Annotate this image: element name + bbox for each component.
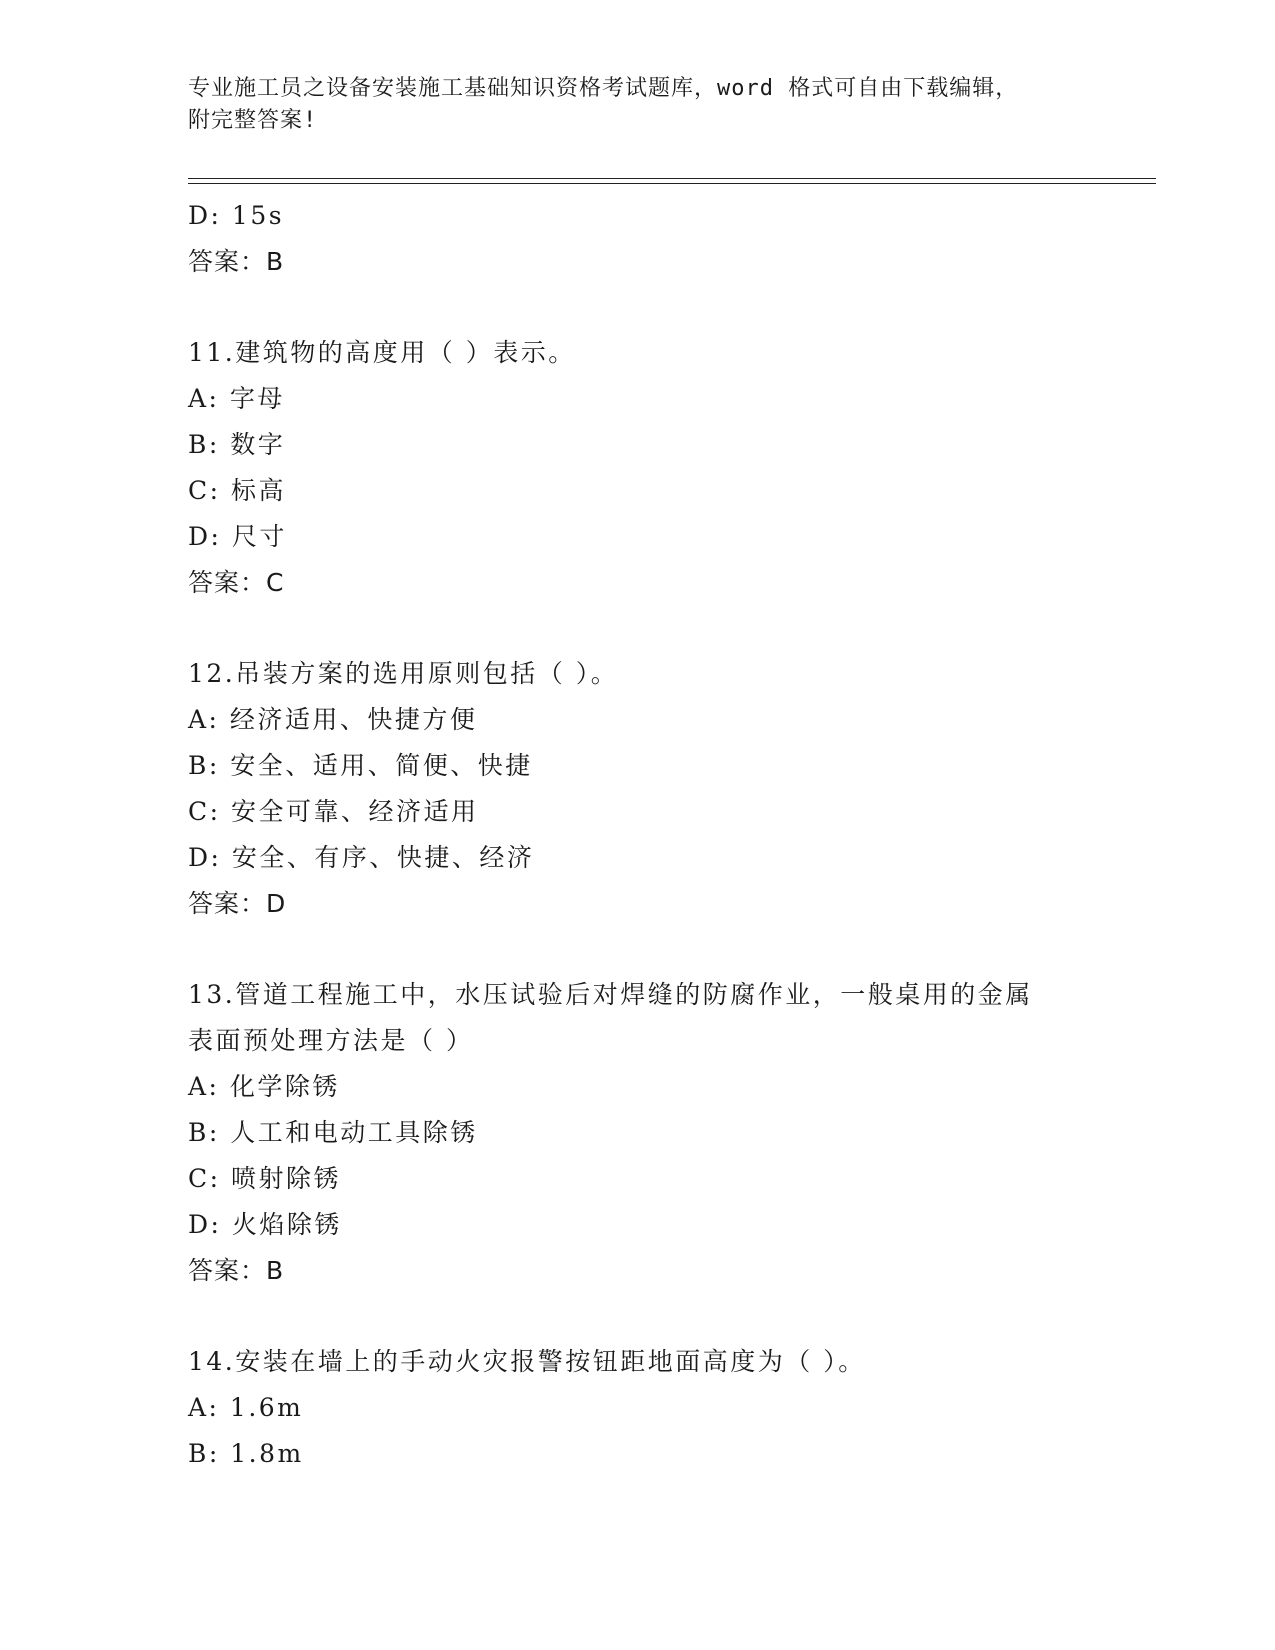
option-b: B: 人工和电动工具除锈 [188,1118,478,1147]
answer: 答案：B [188,1256,285,1285]
header-line-2: 附完整答案! [188,108,318,133]
option-a: A: 化学除锈 [188,1072,340,1101]
option-c: C: 安全可靠、经济适用 [188,797,479,826]
option-b: B: 安全、适用、简便、快捷 [188,751,533,780]
answer: 答案：D [188,889,287,918]
option-c: C: 喷射除锈 [188,1164,341,1193]
option-a: A: 1.6m [188,1393,304,1422]
option-b: B: 1.8m [188,1439,304,1468]
option-b: B: 数字 [188,430,286,459]
question-10-tail [188,193,1088,285]
spacer [188,1294,1088,1339]
question-11 [188,330,1088,606]
question-text-line-2: 表面预处理方法是（ ） [188,1026,474,1055]
header-divider-top [188,178,1156,179]
question-12 [188,651,1088,927]
option-d: D: 15s [188,201,285,230]
question-14 [188,1339,1088,1477]
option-c: C: 标高 [188,476,286,505]
option-a: A: 经济适用、快捷方便 [188,705,478,734]
option-a: A: 字母 [188,384,285,413]
option-d: D: 安全、有序、快捷、经济 [188,843,535,872]
answer: 答案：B [188,247,285,276]
question-text: 14.安装在墙上的手动火灾报警按钮距地面高度为（ ）。 [188,1347,866,1376]
question-text: 12.吊装方案的选用原则包括（ ）。 [188,659,619,688]
option-d: D: 尺寸 [188,522,287,551]
spacer [188,927,1088,972]
question-13 [188,972,1088,1294]
header-divider-bottom [188,183,1156,184]
spacer [188,606,1088,651]
question-list [188,193,1088,1477]
question-text: 11.建筑物的高度用（ ）表示。 [188,338,576,367]
answer: 答案：C [188,568,285,597]
header-line-1: 专业施工员之设备安装施工基础知识资格考试题库，word 格式可自由下载编辑， [188,76,1019,101]
question-text-line-1: 13.管道工程施工中，水压试验后对焊缝的防腐作业，一般桌用的金属 [188,980,1033,1009]
option-d: D: 火焰除锈 [188,1210,342,1239]
document-header [188,73,1068,137]
spacer [188,285,1088,330]
